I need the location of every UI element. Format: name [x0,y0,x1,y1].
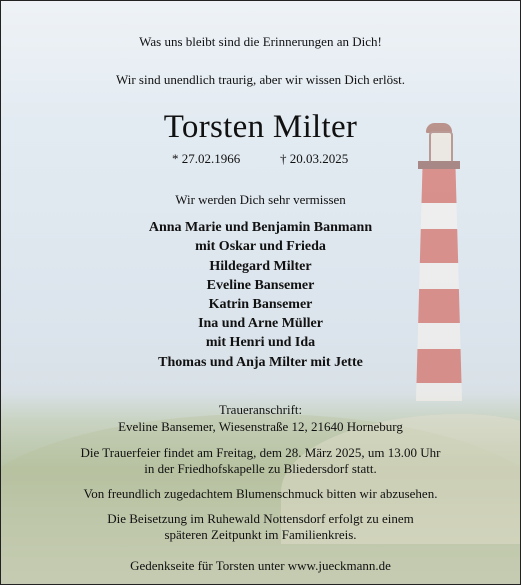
birth-date: * 27.02.1966 [172,151,241,166]
memorial-page-line: Gedenkseite für Torsten unter www.jueckmann.de [130,558,391,573]
address-label: Traueranschrift: [218,402,303,417]
miss-line: Wir werden Dich sehr vermissen [175,192,346,207]
mourner-line: Katrin Bansemer [208,297,313,312]
burial-line-1: Die Beisetzung im Ruhewald Nottensdorf erfolgt zu einem [107,511,414,526]
quote-line-2: Wir sind unendlich traurig, aber wir wissen Dich erlöst. [115,72,405,87]
mourner-line: Hildegard Milter [209,259,312,274]
mourner-line: Eveline Bansemer [206,278,315,293]
mourner-line: Ina und Arne Müller [198,316,323,331]
death-date: † 20.03.2025 [280,151,349,166]
mourner-line: mit Oskar und Frieda [195,239,326,254]
funeral-line-1: Die Trauerfeier findet am Freitag, dem 28. März 2025, um 13.00 Uhr [80,445,441,460]
funeral-line-2: in der Friedhofskapelle zu Bliedersdorf statt. [144,461,377,476]
deceased-name: Torsten Milter [163,109,358,145]
notice-text [1,1,520,584]
mourner-line: Thomas und Anja Milter mit Jette [158,355,363,370]
mourner-line: Anna Marie und Benjamin Banmann [148,220,373,235]
burial-line-2: späteren Zeitpunkt im Familienkreis. [164,527,357,542]
address: Eveline Bansemer, Wiesenstraße 12, 21640 Horneburg [118,419,403,434]
flowers-line: Von freundlich zugedachtem Blumenschmuck bitten wir abzusehen. [83,486,438,501]
quote-line-1: Was uns bleibt sind die Erinnerungen an Dich! [139,34,382,49]
mourner-line: mit Henri und Ida [205,335,316,350]
